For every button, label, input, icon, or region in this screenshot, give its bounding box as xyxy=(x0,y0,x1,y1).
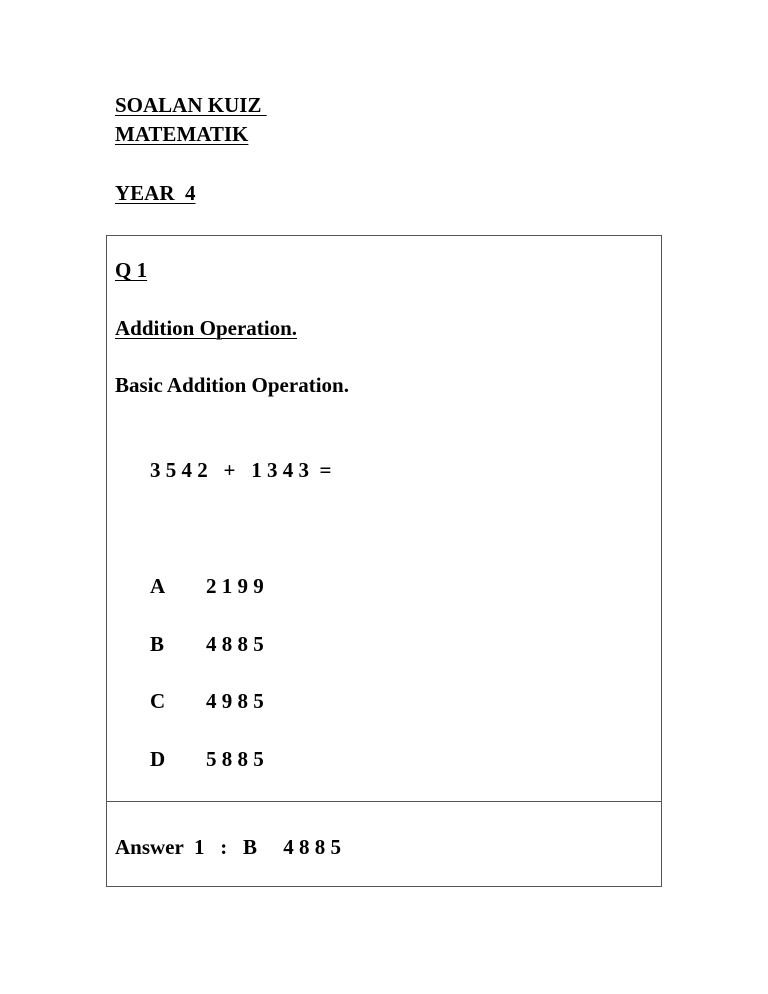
option-a-letter: A xyxy=(150,574,166,598)
question-number: Q 1 xyxy=(115,258,148,282)
option-b-value: 4 8 8 5 xyxy=(206,632,264,656)
option-d-value: 5 8 8 5 xyxy=(206,747,264,771)
option-c-letter: C xyxy=(150,689,166,713)
year-label: YEAR 4 xyxy=(115,181,196,205)
option-d-letter: D xyxy=(150,747,166,771)
option-b-letter: B xyxy=(150,632,165,656)
option-c-value: 4 9 8 5 xyxy=(206,689,264,713)
quiz-title-line-1: SOALAN KUIZ xyxy=(115,93,267,117)
quiz-title-line-2: MATEMATIK xyxy=(115,122,249,146)
answer-divider xyxy=(107,801,661,802)
question-subtopic: Basic Addition Operation. xyxy=(115,373,349,397)
answer-line: Answer 1 : B 4 8 8 5 xyxy=(115,835,341,859)
question-topic: Addition Operation. xyxy=(115,316,298,340)
option-a-value: 2 1 9 9 xyxy=(206,574,264,598)
question-equation: 3 5 4 2 + 1 3 4 3 = xyxy=(150,458,332,482)
